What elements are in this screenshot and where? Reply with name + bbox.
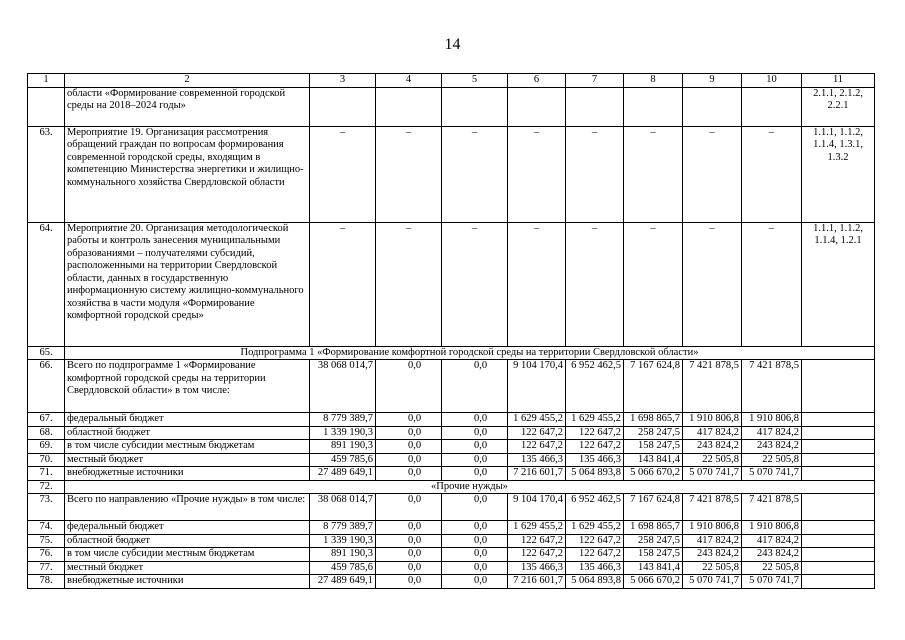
target-ref-cell <box>802 548 875 562</box>
row-number-cell: 67. <box>28 413 65 427</box>
value-cell: 243 824,2 <box>683 440 742 454</box>
value-cell: 7 421 878,5 <box>683 360 742 413</box>
value-cell: 0,0 <box>442 548 508 562</box>
table-row <box>28 494 875 521</box>
value-cell: 0,0 <box>442 494 508 521</box>
value-cell: 0,0 <box>442 521 508 535</box>
value-cell: 143 841,4 <box>624 561 683 575</box>
value-cell: 1 910 806,8 <box>742 521 802 535</box>
row-number-cell: 74. <box>28 521 65 535</box>
value-cell: 0,0 <box>376 426 442 440</box>
value-cell: 135 466,3 <box>508 561 566 575</box>
item-name-cell: в том числе субсидии местным бюджетам <box>65 440 310 454</box>
target-ref-cell <box>802 561 875 575</box>
value-cell: 27 489 649,1 <box>310 467 376 481</box>
value-cell: 122 647,2 <box>508 426 566 440</box>
value-cell: 122 647,2 <box>566 548 624 562</box>
item-name-cell: областной бюджет <box>65 534 310 548</box>
row-number-cell: 71. <box>28 467 65 481</box>
value-cell: 417 824,2 <box>683 534 742 548</box>
value-cell: – <box>442 126 508 222</box>
target-ref-cell <box>802 360 875 413</box>
value-cell: 22 505,8 <box>742 453 802 467</box>
value-cell: 0,0 <box>442 453 508 467</box>
value-cell: 122 647,2 <box>566 426 624 440</box>
target-ref-cell: 1.1.1, 1.1.2, 1.1.4, 1.3.1, 1.3.2 <box>802 126 875 222</box>
value-cell: 417 824,2 <box>683 426 742 440</box>
value-cell: 1 629 455,2 <box>566 521 624 535</box>
value-cell: 0,0 <box>376 494 442 521</box>
page-number: 14 <box>444 36 461 53</box>
header-row <box>28 74 875 88</box>
table-row <box>28 467 875 481</box>
value-cell: 135 466,3 <box>566 453 624 467</box>
target-ref-cell <box>802 413 875 427</box>
target-ref-cell <box>802 494 875 521</box>
value-cell <box>683 87 742 126</box>
row-number-cell: 64. <box>28 222 65 346</box>
value-cell: 5 064 893,8 <box>566 467 624 481</box>
value-cell: 0,0 <box>442 534 508 548</box>
row-number-cell: 75. <box>28 534 65 548</box>
item-name-cell: Всего по подпрограмме 1 «Формирование комфортной городской среды на территории Свердловской области» в том числе: <box>65 360 310 413</box>
value-cell: 5 070 741,7 <box>742 575 802 589</box>
value-cell: 0,0 <box>442 360 508 413</box>
value-cell: – <box>310 222 376 346</box>
target-ref-cell <box>802 453 875 467</box>
table-row <box>28 426 875 440</box>
item-name-cell: областной бюджет <box>65 426 310 440</box>
value-cell: 5 070 741,7 <box>683 467 742 481</box>
value-cell: – <box>742 222 802 346</box>
value-cell: 122 647,2 <box>566 440 624 454</box>
value-cell: – <box>624 222 683 346</box>
value-cell: 158 247,5 <box>624 548 683 562</box>
target-ref-cell: 2.1.1, 2.1.2, 2.2.1 <box>802 87 875 126</box>
value-cell: 6 952 462,5 <box>566 360 624 413</box>
header-cell: 2 <box>65 74 310 88</box>
value-cell: 5 066 670,2 <box>624 575 683 589</box>
header-cell: 7 <box>566 74 624 88</box>
value-cell: 7 167 624,8 <box>624 360 683 413</box>
value-cell: 27 489 649,1 <box>310 575 376 589</box>
value-cell: 122 647,2 <box>566 534 624 548</box>
target-ref-cell <box>802 575 875 589</box>
value-cell: 8 779 389,7 <box>310 413 376 427</box>
value-cell: 5 070 741,7 <box>742 467 802 481</box>
table-row <box>28 534 875 548</box>
row-number-cell: 63. <box>28 126 65 222</box>
value-cell <box>624 87 683 126</box>
table-row <box>28 413 875 427</box>
value-cell: 0,0 <box>376 467 442 481</box>
target-ref-cell <box>802 521 875 535</box>
value-cell: 0,0 <box>376 548 442 562</box>
value-cell: 0,0 <box>376 453 442 467</box>
value-cell: 9 104 170,4 <box>508 360 566 413</box>
value-cell <box>566 87 624 126</box>
value-cell: 258 247,5 <box>624 534 683 548</box>
table-row <box>28 87 875 126</box>
value-cell: 1 339 190,3 <box>310 426 376 440</box>
program-table <box>27 73 875 589</box>
table-row <box>28 453 875 467</box>
target-ref-cell: 1.1.1, 1.1.2, 1.1.4, 1.2.1 <box>802 222 875 346</box>
header-cell: 5 <box>442 74 508 88</box>
item-name-cell: федеральный бюджет <box>65 521 310 535</box>
header-cell: 11 <box>802 74 875 88</box>
value-cell: 243 824,2 <box>742 548 802 562</box>
header-cell: 3 <box>310 74 376 88</box>
value-cell: 417 824,2 <box>742 534 802 548</box>
value-cell: 0,0 <box>376 521 442 535</box>
item-name-cell: Мероприятие 20. Организация методологической работы и контроль занесения муниципальными образованиями – получателями субсидий, расположенными на территории Свердловской области, данных в государственную информационную систему жилищно-коммунального хозяйства в части модуля «Формирование комфортной городской среды» <box>65 222 310 346</box>
value-cell: – <box>508 222 566 346</box>
value-cell: – <box>376 222 442 346</box>
value-cell: 122 647,2 <box>508 440 566 454</box>
header-cell: 9 <box>683 74 742 88</box>
row-number-cell: 66. <box>28 360 65 413</box>
value-cell: 1 629 455,2 <box>508 413 566 427</box>
row-number-cell: 70. <box>28 453 65 467</box>
value-cell: 1 698 865,7 <box>624 413 683 427</box>
item-name-cell: в том числе субсидии местным бюджетам <box>65 548 310 562</box>
row-number-cell: 78. <box>28 575 65 589</box>
item-name-cell: внебюджетные источники <box>65 575 310 589</box>
row-number-cell: 76. <box>28 548 65 562</box>
value-cell: 38 068 014,7 <box>310 494 376 521</box>
value-cell <box>376 87 442 126</box>
value-cell: 5 064 893,8 <box>566 575 624 589</box>
value-cell: 0,0 <box>442 467 508 481</box>
value-cell: 891 190,3 <box>310 548 376 562</box>
value-cell: 891 190,3 <box>310 440 376 454</box>
value-cell: – <box>566 126 624 222</box>
row-number-cell: 68. <box>28 426 65 440</box>
value-cell: 7 216 601,7 <box>508 467 566 481</box>
value-cell: – <box>742 126 802 222</box>
value-cell: 22 505,8 <box>683 453 742 467</box>
section-row <box>28 480 875 494</box>
value-cell: 1 910 806,8 <box>683 413 742 427</box>
value-cell: 0,0 <box>376 413 442 427</box>
value-cell: 122 647,2 <box>508 548 566 562</box>
value-cell: 22 505,8 <box>683 561 742 575</box>
table-row <box>28 575 875 589</box>
value-cell: 7 167 624,8 <box>624 494 683 521</box>
value-cell: – <box>566 222 624 346</box>
value-cell <box>310 87 376 126</box>
value-cell: 8 779 389,7 <box>310 521 376 535</box>
value-cell: 1 629 455,2 <box>566 413 624 427</box>
section-title-cell: Подпрограмма 1 «Формирование комфортной городской среды на территории Свердловской области» <box>65 346 875 360</box>
value-cell: – <box>442 222 508 346</box>
value-cell: 7 421 878,5 <box>683 494 742 521</box>
value-cell: – <box>683 222 742 346</box>
section-title-cell: «Прочие нужды» <box>65 480 875 494</box>
row-number-cell: 65. <box>28 346 65 360</box>
header-cell: 1 <box>28 74 65 88</box>
row-number-cell <box>28 87 65 126</box>
value-cell: 243 824,2 <box>683 548 742 562</box>
value-cell: 38 068 014,7 <box>310 360 376 413</box>
target-ref-cell <box>802 426 875 440</box>
value-cell: 22 505,8 <box>742 561 802 575</box>
value-cell: 5 070 741,7 <box>683 575 742 589</box>
target-ref-cell <box>802 534 875 548</box>
value-cell: 6 952 462,5 <box>566 494 624 521</box>
value-cell: 1 629 455,2 <box>508 521 566 535</box>
header-cell: 10 <box>742 74 802 88</box>
table-row <box>28 548 875 562</box>
table-row <box>28 521 875 535</box>
value-cell <box>508 87 566 126</box>
table-row <box>28 561 875 575</box>
value-cell: 0,0 <box>442 426 508 440</box>
value-cell: 0,0 <box>376 534 442 548</box>
value-cell: 0,0 <box>442 561 508 575</box>
value-cell: – <box>624 126 683 222</box>
item-name-cell: местный бюджет <box>65 453 310 467</box>
value-cell: 9 104 170,4 <box>508 494 566 521</box>
value-cell: – <box>683 126 742 222</box>
value-cell: 7 421 878,5 <box>742 494 802 521</box>
value-cell: – <box>508 126 566 222</box>
item-name-cell: Мероприятие 19. Организация рассмотрения обращений граждан по вопросам формирования современной городской среды, входящим в компетенцию Министерства энергетики и жилищно-коммунального хозяйства Свердловской области <box>65 126 310 222</box>
item-name-cell: области «Формирование современной городской среды на 2018–2024 годы» <box>65 87 310 126</box>
value-cell <box>442 87 508 126</box>
value-cell: 5 066 670,2 <box>624 467 683 481</box>
value-cell: 0,0 <box>376 561 442 575</box>
table-row <box>28 360 875 413</box>
value-cell: 0,0 <box>376 575 442 589</box>
value-cell: 0,0 <box>376 440 442 454</box>
header-cell: 4 <box>376 74 442 88</box>
table-row <box>28 440 875 454</box>
value-cell: 1 910 806,8 <box>683 521 742 535</box>
row-number-cell: 77. <box>28 561 65 575</box>
value-cell: – <box>310 126 376 222</box>
value-cell: 459 785,6 <box>310 453 376 467</box>
value-cell: 0,0 <box>442 575 508 589</box>
section-row <box>28 346 875 360</box>
value-cell: 143 841,4 <box>624 453 683 467</box>
value-cell: 1 339 190,3 <box>310 534 376 548</box>
value-cell: 135 466,3 <box>508 453 566 467</box>
table-row <box>28 126 875 222</box>
header-cell: 6 <box>508 74 566 88</box>
value-cell: 1 698 865,7 <box>624 521 683 535</box>
value-cell: 258 247,5 <box>624 426 683 440</box>
row-number-cell: 69. <box>28 440 65 454</box>
row-number-cell: 72. <box>28 480 65 494</box>
value-cell: 135 466,3 <box>566 561 624 575</box>
value-cell: 417 824,2 <box>742 426 802 440</box>
value-cell: 7 216 601,7 <box>508 575 566 589</box>
item-name-cell: местный бюджет <box>65 561 310 575</box>
item-name-cell: внебюджетные источники <box>65 467 310 481</box>
value-cell: 7 421 878,5 <box>742 360 802 413</box>
header-cell: 8 <box>624 74 683 88</box>
value-cell: 158 247,5 <box>624 440 683 454</box>
item-name-cell: федеральный бюджет <box>65 413 310 427</box>
value-cell: 0,0 <box>442 440 508 454</box>
value-cell: 122 647,2 <box>508 534 566 548</box>
value-cell: 243 824,2 <box>742 440 802 454</box>
value-cell: – <box>376 126 442 222</box>
row-number-cell: 73. <box>28 494 65 521</box>
value-cell: 0,0 <box>376 360 442 413</box>
target-ref-cell <box>802 440 875 454</box>
value-cell <box>742 87 802 126</box>
table-row <box>28 222 875 346</box>
value-cell: 1 910 806,8 <box>742 413 802 427</box>
value-cell: 459 785,6 <box>310 561 376 575</box>
target-ref-cell <box>802 467 875 481</box>
value-cell: 0,0 <box>442 413 508 427</box>
item-name-cell: Всего по направлению «Прочие нужды» в том числе: <box>65 494 310 521</box>
